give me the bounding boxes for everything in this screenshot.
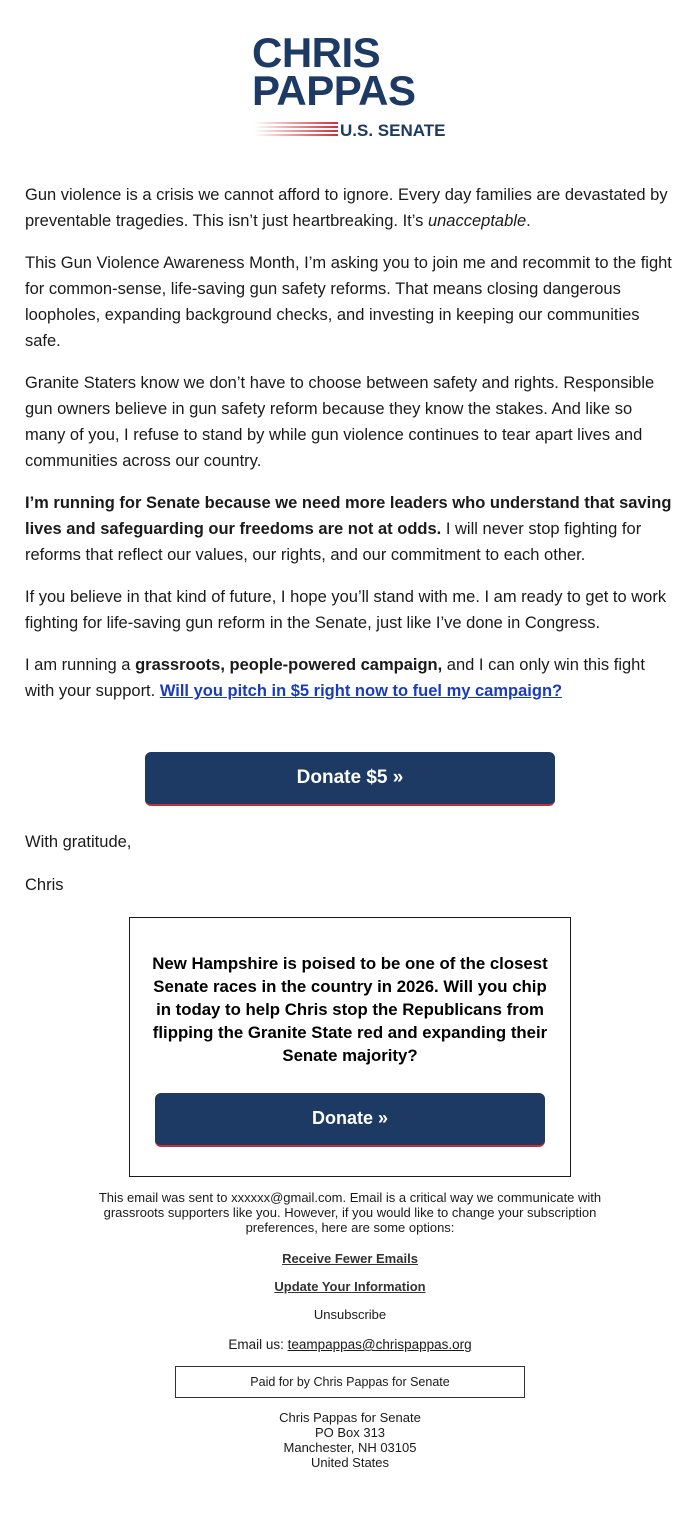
donate-5-container xyxy=(0,752,700,806)
paragraph-1: Gun violence is a crisis we cannot afford to ignore. Every day families are devastated by preventable tragedies. This isn’t just heartbreaking. It’s unacceptable. xyxy=(25,186,668,230)
paragraph-3: Granite Staters know we don’t have to choose between safety and rights. Responsible gun owners believe in gun safety reform because they know the stakes. And like so many of you, I refuse to stand by while gun violence continues to tear apart lives and communities across our country. xyxy=(25,374,655,470)
receive-fewer-emails-link[interactable]: Receive Fewer Emails xyxy=(282,1251,418,1266)
logo-office: U.S. SENATE xyxy=(340,121,446,140)
paid-for-disclaimer: Paid for by Chris Pappas for Senate xyxy=(175,1366,525,1398)
footer-notice: This email was sent to xxxxxx@gmail.com. Email is a critical way we communicate with grassroots supporters like you. However, if you would like to change your subscription preferences, here are some options: xyxy=(98,1190,602,1235)
update-information-link[interactable]: Update Your Information xyxy=(274,1279,426,1294)
pitch-in-link[interactable]: Will you pitch in $5 right now to fuel my campaign? xyxy=(159,682,563,700)
donate-5-button[interactable]: Donate $5 » xyxy=(145,752,555,806)
logo-line-2: PAPPAS xyxy=(252,67,416,114)
closing-signature: Chris xyxy=(25,876,64,894)
paragraph-4: I’m running for Senate because we need more leaders who understand that saving lives and safeguarding our freedoms are not at odds. I will never stop fighting for reforms that reflect our values, our rights, and our commitment to each other. xyxy=(25,494,672,564)
email-us: Email us: teampappas@chrispappas.org xyxy=(228,1337,472,1352)
email-body xyxy=(25,182,677,720)
contact-email-link[interactable]: teampappas@chrispappas.org xyxy=(287,1337,472,1352)
campaign-logo xyxy=(252,29,452,140)
closing-gratitude: With gratitude, xyxy=(25,833,132,851)
paragraph-6: I am running a grassroots, people-powered campaign, and I can only win this fight with your support. Will you pitch in $5 right now to fuel my campaign? xyxy=(25,656,645,700)
donate-button[interactable]: Donate » xyxy=(155,1093,545,1147)
paragraph-5: If you believe in that kind of future, I hope you’ll stand with me. I am ready to get to work fighting for life-saving gun reform in the Senate, just like I’ve done in Congress. xyxy=(25,588,667,632)
paragraph-2: This Gun Violence Awareness Month, I’m asking you to join me and recommit to the fight for common-sense, life-saving gun safety reforms. That means closing dangerous loopholes, expanding background checks, and investing in keeping our communities safe. xyxy=(25,254,672,350)
mailing-address: Chris Pappas for Senate PO Box 313 Manchester, NH 03105 United States xyxy=(279,1410,421,1470)
logo-line-1: CHRIS xyxy=(252,29,381,76)
appeal-box xyxy=(129,917,571,1177)
unsubscribe-link[interactable]: Unsubscribe xyxy=(313,1307,387,1322)
appeal-message: New Hampshire is poised to be one of the closest Senate races in the country in 2026. Will you chip in today to help Chris stop the Republicans from flipping the Granite State red and expanding their Senate majority? xyxy=(152,954,548,1065)
email-footer xyxy=(70,1190,630,1470)
logo-stripes xyxy=(254,122,338,136)
